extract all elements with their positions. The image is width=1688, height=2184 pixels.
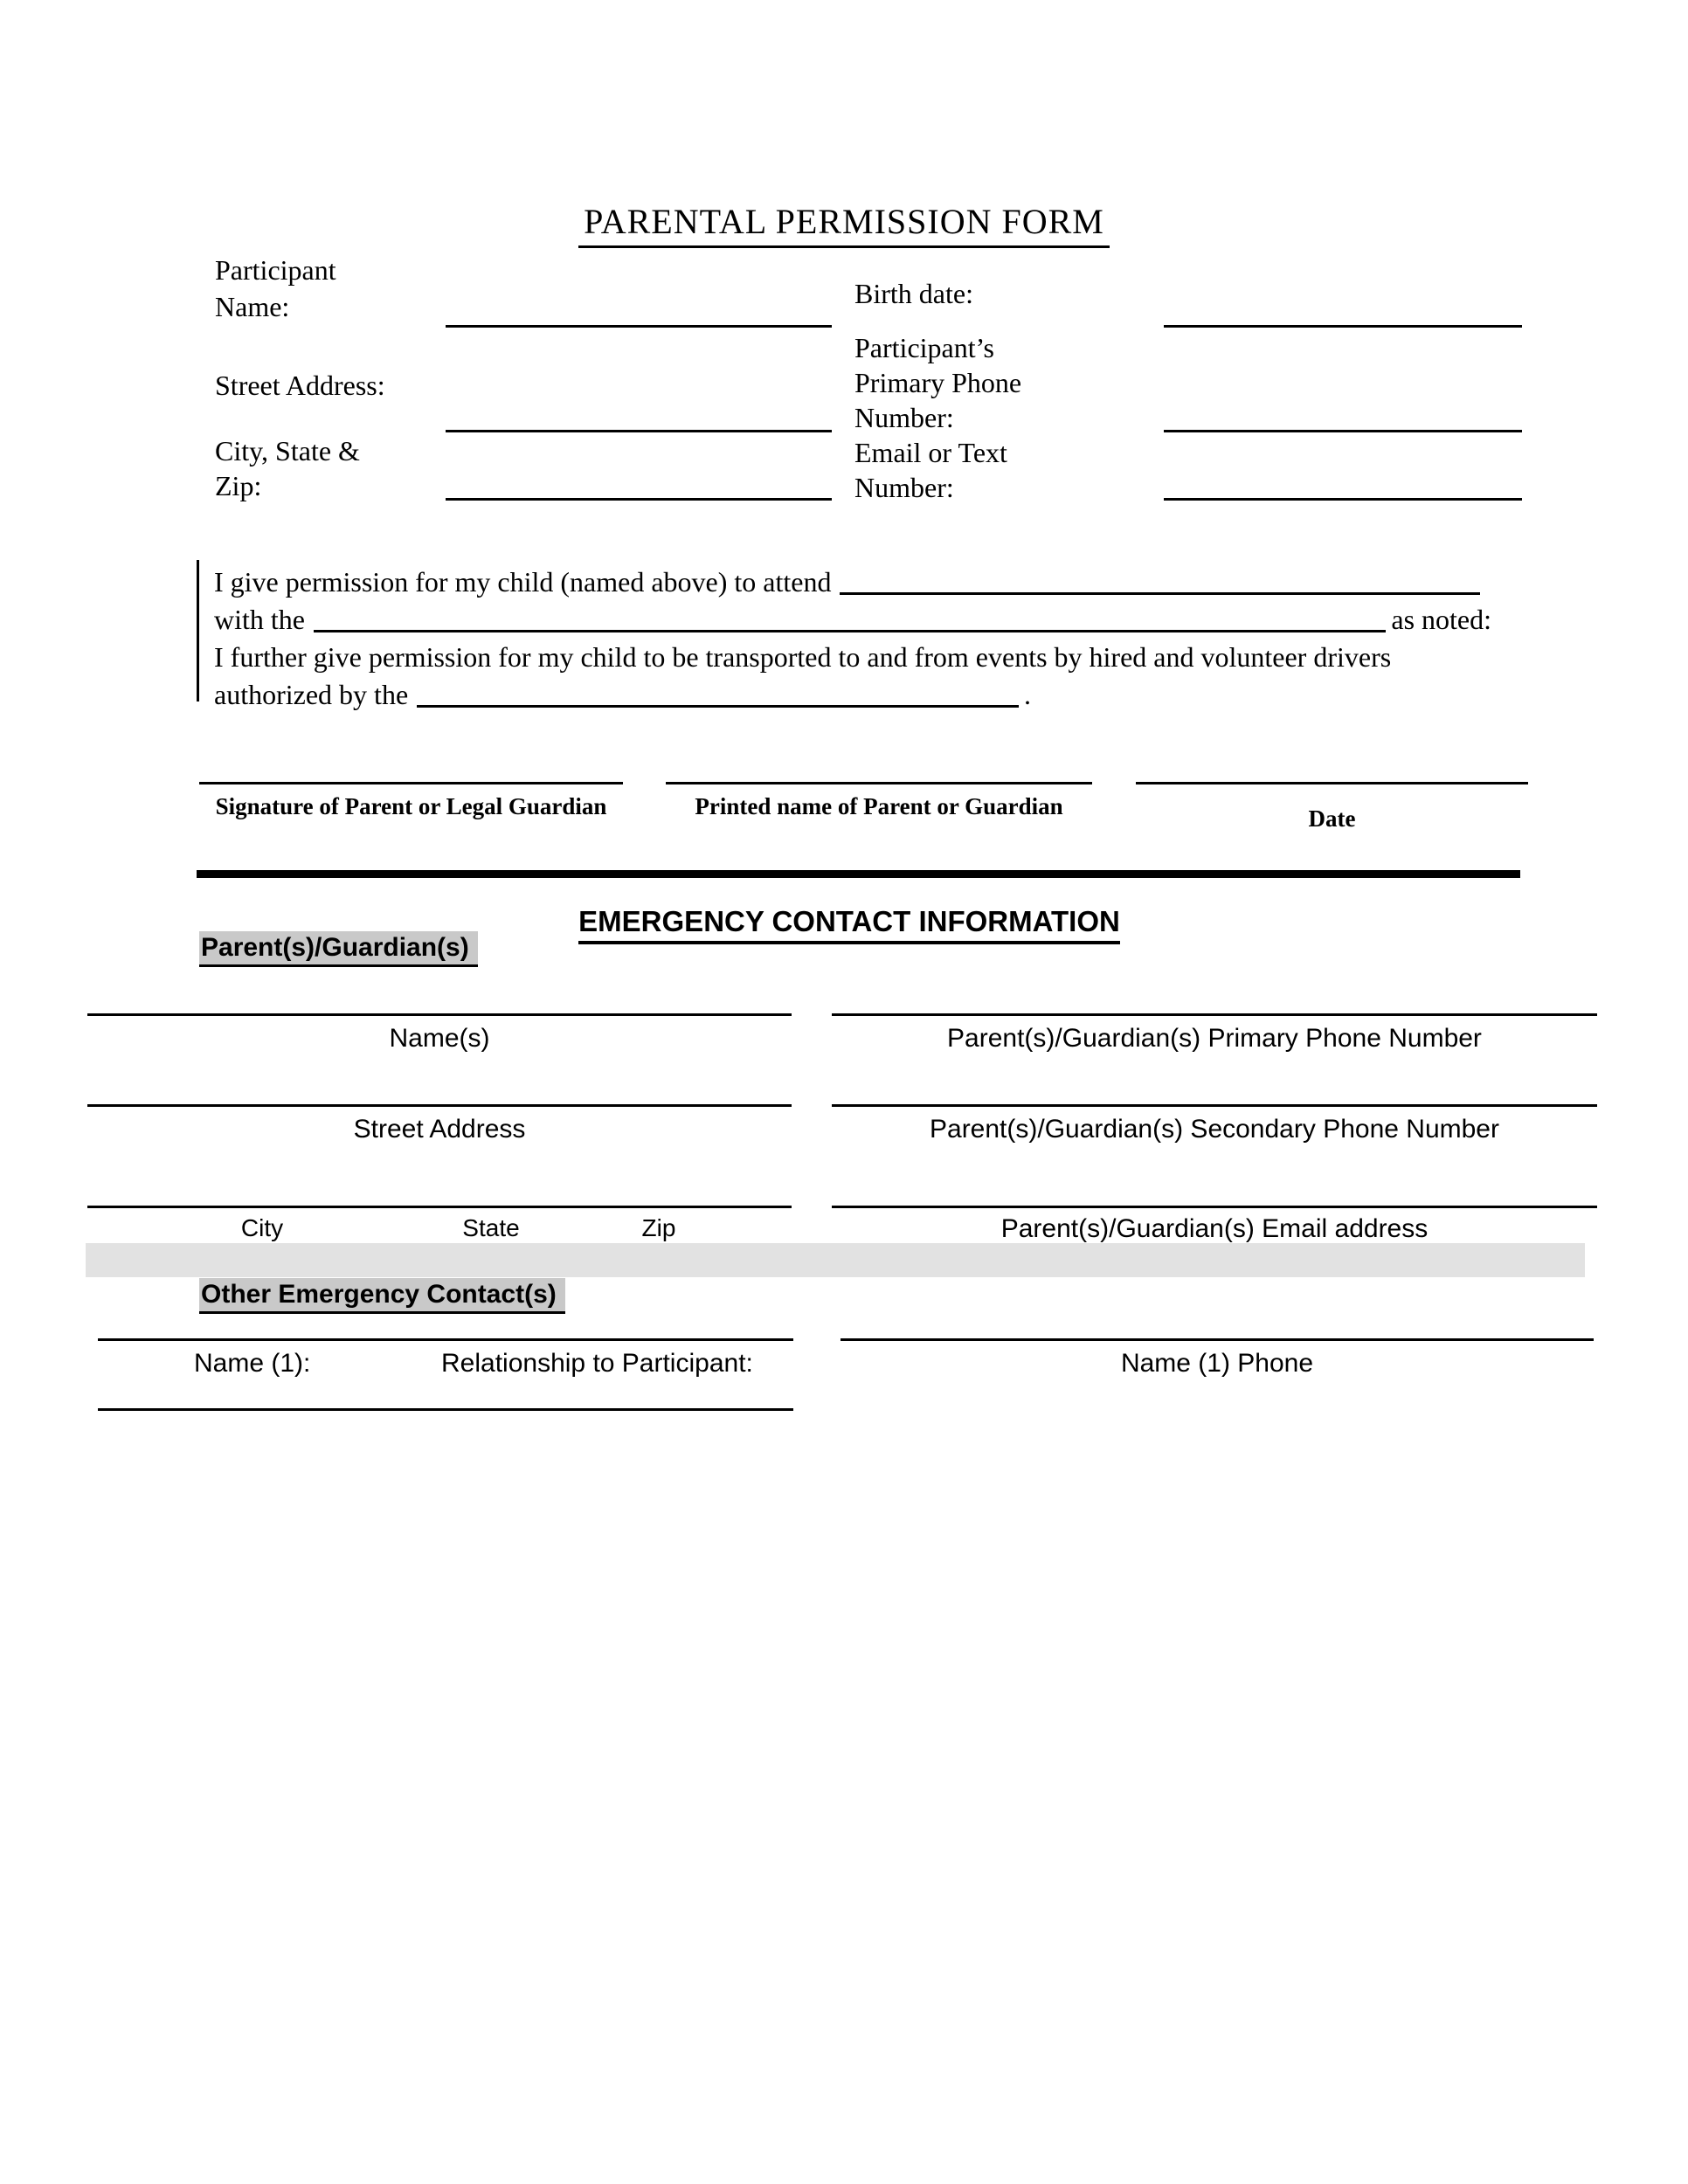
permission-line-3-text: I further give permission for my child to be transported to and from events by hired and volunteer drivers xyxy=(214,641,1392,673)
email-or-text-label: Email or Text Number: xyxy=(854,437,1007,503)
ec-email-line xyxy=(832,1206,1597,1208)
ec-name1-phone-label: Name (1) Phone xyxy=(1120,1349,1314,1378)
ec-relationship-label: Relationship to Participant: xyxy=(441,1349,753,1378)
ec-primary-phone-label: Parent(s)/Guardian(s) Primary Phone Number xyxy=(947,1024,1482,1053)
ec-primary-phone-line xyxy=(832,1013,1597,1016)
ec-email-label: Parent(s)/Guardian(s) Email address xyxy=(1000,1214,1429,1243)
permission-block-bar xyxy=(197,560,199,702)
city-state-zip-label: City, State & Zip: xyxy=(215,435,360,501)
section-divider xyxy=(197,870,1520,878)
primary-phone-line xyxy=(1164,430,1522,432)
permission-line-4 xyxy=(214,676,1031,713)
permission-line-1-text: I give permission for my child (named above) to attend xyxy=(214,566,832,598)
ec-street-line xyxy=(87,1104,792,1107)
participant-primary-phone-label: Participant’s Primary Phone Number: xyxy=(854,332,1022,433)
birth-date-line xyxy=(1164,325,1522,328)
street-address-label: Street Address: xyxy=(215,370,385,401)
permission-period: . xyxy=(1024,679,1031,710)
permission-line-1 xyxy=(214,563,1485,600)
street-address-line xyxy=(446,430,832,432)
parents-guardians-heading: Parent(s)/Guardian(s) xyxy=(199,931,478,967)
authorized-blank-line xyxy=(417,676,1019,708)
permission-line-3 xyxy=(214,639,1525,675)
attend-blank-line xyxy=(840,563,1480,595)
signature-line xyxy=(199,782,623,784)
ec-secondary-phone-label: Parent(s)/Guardian(s) Secondary Phone Number xyxy=(930,1115,1499,1144)
highlight-bar xyxy=(86,1243,1585,1277)
ec-zip-label: Zip xyxy=(641,1214,676,1241)
as-noted-label: as noted: xyxy=(1391,604,1491,635)
email-or-text-line xyxy=(1164,498,1522,501)
emergency-heading: EMERGENCY CONTACT INFORMATION xyxy=(578,905,1120,944)
city-state-zip-line xyxy=(446,498,832,501)
ec-street-label: Street Address xyxy=(353,1115,526,1144)
ec-names-label: Name(s) xyxy=(389,1024,490,1053)
ec-secondary-phone-line xyxy=(832,1104,1597,1107)
page-title-row xyxy=(0,201,1688,248)
ec-name1-line xyxy=(98,1338,793,1341)
permission-line-2 xyxy=(214,601,1491,638)
with-the-blank-line xyxy=(314,601,1386,632)
authorized-by-label: authorized by the xyxy=(214,679,409,710)
ec-name1-label: Name (1): xyxy=(194,1349,311,1378)
participant-name-label: Participant Name: xyxy=(215,254,336,322)
ec-city-state-zip-line xyxy=(87,1206,792,1208)
other-contacts-heading: Other Emergency Contact(s) xyxy=(199,1278,565,1314)
printed-name-line xyxy=(666,782,1092,784)
ec-name1-bottom-line xyxy=(98,1408,793,1411)
date-label: Date xyxy=(1308,805,1356,832)
ec-state-label: State xyxy=(462,1214,520,1241)
page-title: PARENTAL PERMISSION FORM xyxy=(578,201,1110,248)
participant-name-line xyxy=(446,325,832,328)
birth-date-label: Birth date: xyxy=(854,278,973,309)
ec-name1-phone-line xyxy=(841,1338,1594,1341)
printed-name-label: Printed name of Parent or Guardian xyxy=(695,793,1063,819)
date-line xyxy=(1136,782,1528,784)
ec-names-line xyxy=(87,1013,792,1016)
ec-city-label: City xyxy=(240,1214,284,1241)
signature-label: Signature of Parent or Legal Guardian xyxy=(215,793,607,819)
with-the-label: with the xyxy=(214,604,305,635)
